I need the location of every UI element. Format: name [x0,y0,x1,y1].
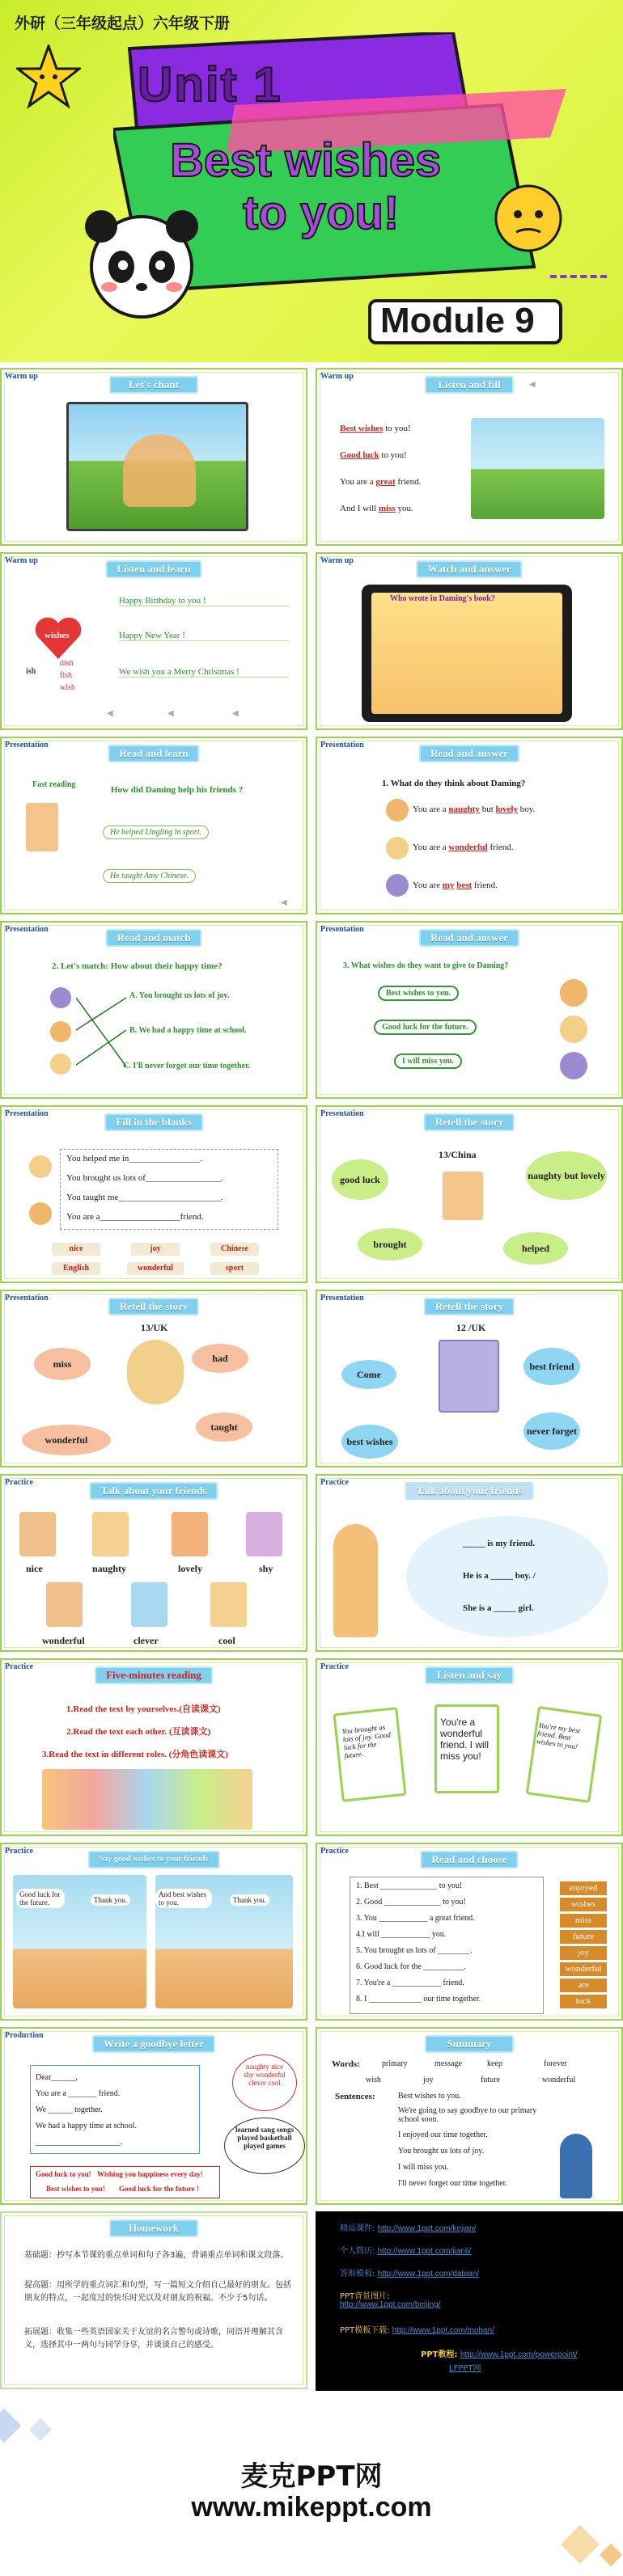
slide-title: Read and answer [419,929,519,947]
avatar [50,987,71,1008]
picture [172,1512,208,1556]
answer-1: Best wishes to you. [378,986,459,1001]
word-bubble: helped [503,1232,568,1265]
slide-talk-friends-2: Practice Talk about your friends _____ is my friend. He is a _____ boy. / She is a _____ girl. [316,1474,623,1652]
word-chip[interactable]: Chinese [210,1243,259,1256]
slide-listen-fill: Warm up Listen and fill ◀ Best wishes to you! Good luck to you! You are a great friend. And I will miss you. [316,368,623,546]
slide-say-wishes: Practice Say good wishes to your friends Good luck for the future. Thank you. And best wishes to you. Thank you. [0,1843,307,2021]
video-screen [371,593,562,714]
slide-read-learn [0,737,307,914]
word-bubble: best friend [523,1348,580,1385]
summary-word: primary [382,2059,408,2068]
picture [92,1512,129,1556]
summary-sentence: I'll never forget our time together. [398,2179,507,2188]
picture [131,1582,167,1627]
option-chip[interactable]: luck [560,1995,607,2008]
word-bubble: wonderful [22,1425,111,1455]
girl-picture [127,1340,184,1404]
slide-lets-chant [0,368,307,546]
question: 1. What do they think about Daming? [382,779,526,788]
slide-title: Talk about your friends [405,1482,533,1500]
avatar [386,837,409,859]
resource-link[interactable]: http://www.1ppt.com/kejian/ [377,2224,477,2233]
word-chip[interactable]: English [52,1262,100,1275]
slide-read-match [0,921,307,1099]
slide-tag: Practice [320,1662,349,1671]
answer: great [375,477,396,487]
fast-reading-label: Fast reading [32,780,76,789]
slide-tag: Warm up [5,556,38,565]
slide-summary: Summary Words: primary message keep forever wish joy future wonderful Sentences: Best wishes to you. We're going to say goodbye to our primary school soon. I enjoyed our time together. You brought us lots of joy. I will miss you. I'll never forget our time together. [316,2027,623,2205]
panda-illustration [73,202,210,340]
slide-read-answer-2 [316,921,623,1099]
slide-tag: Presentation [5,1109,49,1118]
summary-word: wonderful [542,2076,576,2084]
word-bubble: taught [196,1413,252,1442]
slide-tag: Warm up [320,372,354,381]
speaker-icon[interactable]: ◀ [232,709,239,718]
story-head: 13/China [439,1149,477,1160]
option-chip[interactable]: wishes [560,1898,607,1911]
option-chip[interactable]: joy [560,1946,607,1960]
avatar [50,1054,71,1075]
resource-link[interactable]: http://www.1ppt.com/dabian/ [377,2270,480,2278]
slide-title: Retell the story [108,1298,199,1315]
summary-sentence: I will miss you. [398,2163,449,2172]
option-chip[interactable]: miss [560,1914,607,1928]
slide-homework: Homework 基础题：抄写本节课的重点单词和句子各3遍，背诵重点单词和课文段落。 提高题：用所学的重点词汇和句型，写一篇短文介绍自己最好的朋友。包括朋友的特点，一起度过的快乐时光以及对朋友的祝福。不少于5句话。 拓展题：收集一些英语国家关于友谊的名言警句或诗歌，同语并理解其含义，选择其中一两句与同学分享，并谈谈自己的感受。 [0,2211,307,2389]
slide-read-answer-1: Presentation Read and answer 1. What do they think about Daming? You are a naughty but lovely boy. You are a wonderful friend. You are my best friend. [316,737,623,914]
cover-publisher: 外研（三年级起点）六年级下册 [15,15,231,32]
slide-title: Talk about your friends [89,1482,218,1500]
picture [210,1582,247,1627]
slide-tag: Warm up [320,556,354,565]
summary-word: joy [423,2076,434,2084]
summary-word: keep [487,2059,502,2068]
slide-tag: Presentation [5,925,49,934]
slide-title: Five-minutes reading [95,1666,213,1684]
slide-listen-learn: Warm up Listen and learn wishes ish dish fish wish Happy Birthday to you ! Happy New Year ! We wish you a Merry Christmas ! ◀ ◀ ◀ [0,552,307,730]
kids-illustration [123,434,196,507]
slide-title: Watch and answer [416,560,522,578]
girl-picture [333,1524,378,1637]
slide-goodbye-letter: Production Write a goodbye letter Dear______, You are a _______ friend. We ______ together. We had a happy time at school. _____________________. naughty nice shy wonderful clever cool learned sang songs played basketball played games Good luck to you! Best wishes to you! Wishing you happiness every day! Good luck for the future ! [0,2027,307,2205]
avatar [560,1052,587,1079]
option-a: A. You brought us lots of joy. [129,991,230,1000]
speaker-icon[interactable]: ◀ [107,709,113,718]
slide-title: Read and match [105,929,201,947]
answer-2: Good luck for the future. [374,1020,477,1035]
avatar [560,1016,587,1043]
slide-tag: Presentation [320,1294,364,1303]
speaker-icon[interactable]: ◀ [529,380,536,389]
slide-fill-blanks: Presentation Fill in the blanks You helped me in________________. You brought us lots of_________________. You taught me_______________________. You are a__________________friend. nice joy Chinese English wonderful sport [0,1105,307,1283]
summary-word: forever [544,2059,567,2068]
slide-title: Summary [425,2035,514,2053]
story-head: 12 /UK [456,1322,486,1333]
boy-picture [560,2134,592,2198]
slide-tag: Warm up [5,372,38,381]
option-b: B. We had a happy time at school. [129,1026,247,1035]
picture [46,1582,83,1627]
slide-tag: Practice [5,1662,33,1671]
slide-tag: Presentation [320,925,364,934]
slide-title: Say good wishes to your friends [88,1851,220,1869]
speaker-icon[interactable]: ◀ [281,898,287,907]
avatar [560,979,587,1007]
slide-tag: Presentation [5,741,49,750]
wave-decoration [550,275,607,283]
line-2: Happy New Year ! [119,631,289,641]
slide-retell-2 [0,1290,307,1467]
picture [19,1512,56,1556]
footer-url[interactable]: www.mikeppt.com [191,2492,432,2523]
avatar [29,1202,52,1225]
word-bubble: miss [34,1348,91,1380]
slide-tag: Practice [5,1847,33,1856]
slide-title: Read and answer [419,745,519,762]
slide-tag: Practice [5,1478,33,1487]
slide-five-min-reading: Practice Five-minutes reading 1.Read the text by yourselves.(自读课文) 2.Read the text each other. (互读课文) 3.Read the text in different roles. (分角色读课文) [0,1658,307,1836]
slide-tag: Practice [320,1847,349,1856]
slide-title: Read and choose [420,1851,518,1869]
summary-sentence: I enjoyed our time together. [398,2130,488,2139]
question: 2. Let's match: How about their happy time? [52,961,222,971]
slide-retell-3 [316,1290,623,1467]
line-1: Happy Birthday to you ! [119,596,289,606]
star-decoration [16,44,81,109]
slide-watch-answer [316,552,623,730]
line-3: We wish you a Merry Christmas ! [119,667,289,678]
word-chip[interactable]: joy [131,1243,180,1256]
option-chip[interactable]: are [560,1978,607,1992]
answer: miss [378,504,396,513]
footer-name: 麦克PPT网 [240,2460,383,2493]
resource-link[interactable]: http://www.1ppt.com/jianli/ [377,2247,472,2256]
slide-read-choose: Practice Read and choose 1. Best ______________ to you! 2. Good ______________ to you! 3. You ____________ a great friend. 4.I will ____________ you. 5. You brought us lots of ________. 6. Good luck for the __________. 7. You're a ____________ friend. 8. I _____________ our time together. enjoyed wishes miss future joy wonderful are luck [316,1843,623,2021]
slide-title: Let's chant [109,376,198,394]
answer-2: He taught Amy Chinese. [103,869,196,883]
word-bubble: naughty but lovely [526,1151,607,1200]
slide-title: Fill in the blanks [104,1113,203,1131]
avatar [386,874,409,897]
resource-panel: 精品课件: http://www.1ppt.com/kejian/ 个人简历: http://www.1ppt.com/jianli/ 答辩模板: http://www.1ppt.com/dabian/ PPT背景图片: http://www.1ppt.com/beijing/ PPT模板下载: http://www.1ppt.com/moban/ PPT教程: http://www.1ppt.com/powerpoint/ LFPPT网 [316,2211,623,2391]
avatar [50,1021,71,1042]
slide-tag: Practice [320,1478,349,1487]
boy-picture [26,803,58,851]
slide-tag: Presentation [320,741,364,750]
option-c: C. I'll never forget our time together. [123,1062,250,1071]
main-title-2: to you! [243,187,400,239]
word-bubble: brought [358,1228,422,1261]
children-illustration [42,1769,252,1830]
girl-picture [439,1340,499,1413]
resource-link[interactable]: http://www.1ppt.com/powerpoint/ [460,2350,578,2359]
option-chip[interactable]: future [560,1930,607,1944]
resource-link[interactable]: http://www.1ppt.com/beijing/ [340,2300,441,2309]
slide-retell-1 [316,1105,623,1283]
slide-listen-say: Practice Listen and say You brought us lots of joy. Good luck for the future. You're a wonderful friend. I will miss you! You're my best friend. Best wishes to you! [316,1658,623,1836]
boy-picture [443,1172,483,1220]
option-chip[interactable]: enjoyed [560,1881,607,1895]
slide-title: Listen and fill [425,376,514,394]
resource-link[interactable]: http://www.1ppt.com/moban/ [392,2326,494,2335]
avatar [386,799,409,821]
card [526,1706,603,1803]
slide-title: Listen and learn [105,560,201,578]
slide-title: Homework [109,2219,198,2237]
question: Who wrote in Daming's book? [390,594,495,603]
word-bubble: had [192,1344,248,1373]
word-chip[interactable]: sport [210,1262,259,1275]
summary-sentence: Best wishes to you. [398,2092,461,2101]
slide-title: Read and learn [108,745,199,762]
word-bubble: good luck [332,1159,388,1200]
slide-title: Write a goodbye letter [92,2035,215,2053]
footer-decoration [0,2393,623,2576]
slide-title: Retell the story [424,1298,515,1315]
summary-sentence: You brought us lots of joy. [398,2147,485,2156]
heart-word: wishes [44,631,70,640]
summary-word: message [434,2059,462,2068]
slide-title: Listen and say [425,1666,514,1684]
unit-title: Unit 1 [138,57,282,112]
word-chip[interactable]: nice [52,1243,100,1256]
slide-talk-friends-1: Practice Talk about your friends nice naughty lovely shy wonderful clever cool [0,1474,307,1652]
avatar [29,1155,52,1178]
emoji-face [492,182,565,255]
answer-3: I will miss you. [394,1054,462,1069]
cover-slide [0,0,623,362]
summary-sentence: We're going to say goodbye to our primary school soon. [398,2106,537,2124]
slide-title: Retell the story [424,1113,515,1131]
story-head: 13/UK [141,1322,168,1333]
slide-tag: Production [5,2031,44,2040]
picture [246,1512,282,1556]
module-label: Module 9 [380,301,535,340]
answer: Good luck [340,450,379,460]
option-chip[interactable]: wonderful [560,1962,607,1976]
answer: Best wishes [340,424,384,433]
answer-1: He helped Lingling in sport. [103,826,209,839]
main-title-1: Best wishes [170,134,442,187]
speaker-icon[interactable]: ◀ [167,709,174,718]
question: 3. What wishes do they want to give to Daming? [343,961,509,970]
slide-tag: Presentation [320,1109,364,1118]
question: How did Daming help his friends ? [111,785,244,795]
word-bubble: best wishes [341,1425,398,1459]
summary-word: wish [366,2076,381,2084]
summary-word: future [481,2076,500,2084]
kids-picture [471,418,604,519]
word-chip[interactable]: wonderful [127,1262,184,1275]
word-bubble: Come [341,1360,396,1389]
word-bubble: never forget [523,1413,580,1450]
slide-tag: Presentation [5,1294,49,1303]
